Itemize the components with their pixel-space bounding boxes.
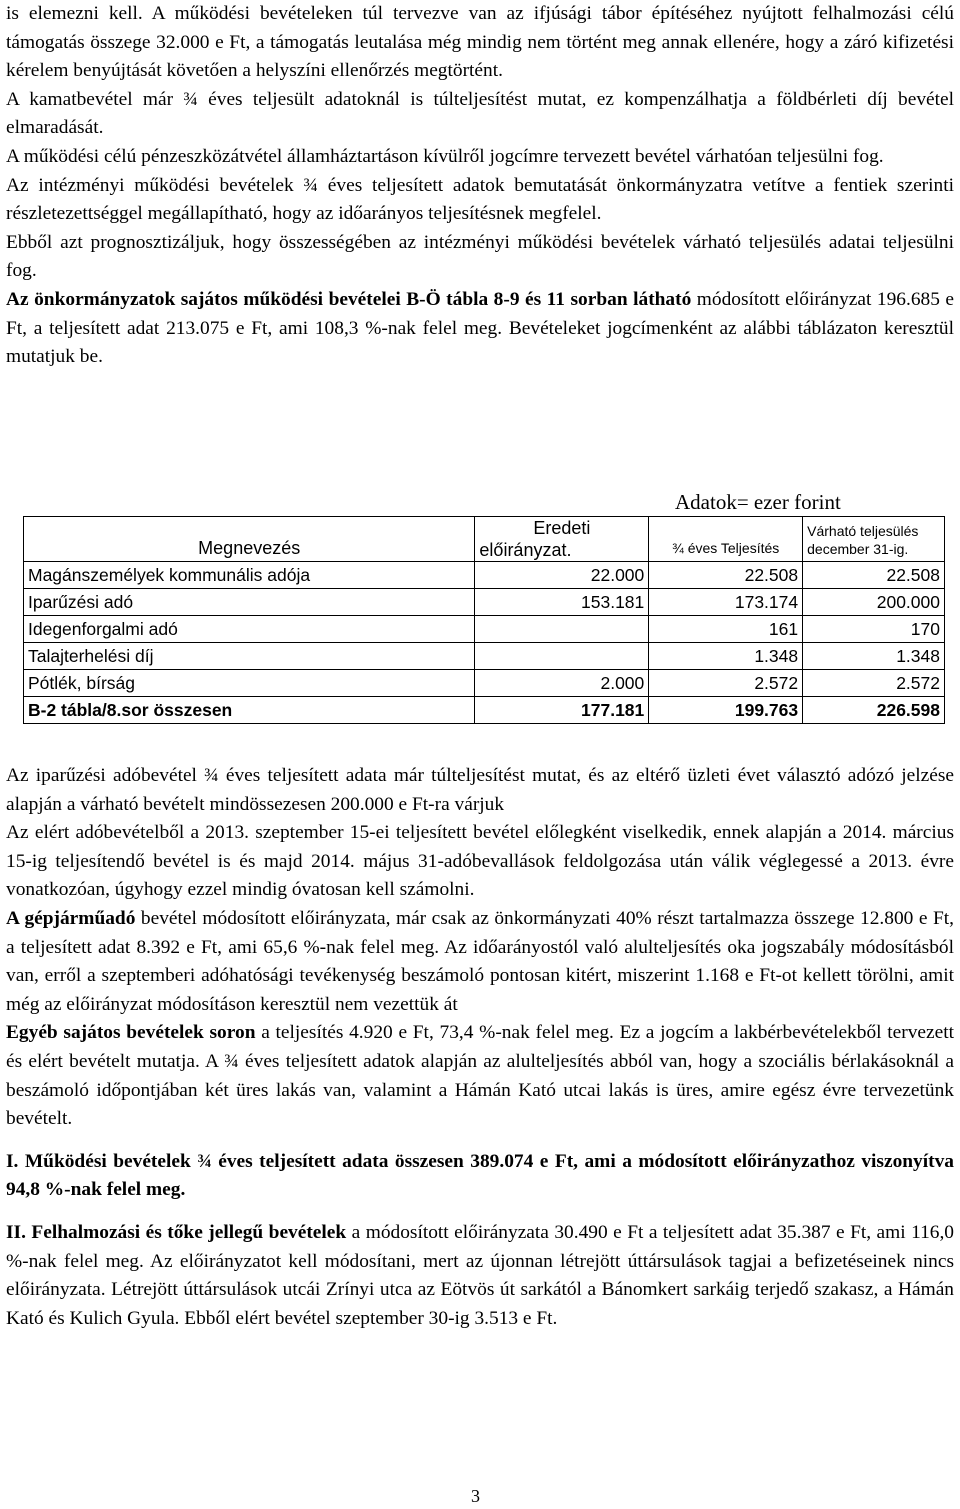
row-original: 2.000: [475, 670, 649, 697]
row-expected: 200.000: [803, 589, 945, 616]
row-original: 153.181: [475, 589, 649, 616]
revenue-table: [23, 516, 945, 724]
other-revenue-heading: Egyéb sajátos bevételek soron: [6, 1022, 256, 1044]
intro-section: [6, 0, 954, 372]
row-original: [475, 643, 649, 670]
vehicle-tax-heading: A gépjárműadó: [6, 907, 136, 929]
total-name: B-2 tábla/8.sor összesen: [24, 697, 475, 724]
municipal-revenue-text: módosított előirányzat 196.685 e Ft, a teljesített adat 213.075 e Ft, ami 108,3 %-nak felel meg. Bevételeket jogcímenként az alábbi táblázaton keresztül mutatjuk be.: [6, 288, 955, 368]
row-name: Idegenforgalmi adó: [24, 616, 475, 643]
table-row: [24, 562, 945, 589]
row-name: Pótlék, bírság: [24, 670, 475, 697]
paragraph-vehicle-tax: [6, 905, 954, 1019]
paragraph-youth-camp: is elemezni kell. A működési bevételeken túl tervezve van az ifjúsági tábor építéséhez nyújtott felhalmozási célú támogatás összege 32.000 e Ft, a támogatás leutalása még mindig nem történt meg annak ellenére, hogy a záró kifizetési kérelem benyújtását követően a helyszíni ellenőrzés megtörtént.: [6, 3, 954, 82]
table-row: [24, 643, 945, 670]
total-expected: 226.598: [803, 697, 945, 724]
paragraph-institutional-revenue: Az intézményi működési bevételek ¾ éves teljesített adatok bemutatását önkormányzatra vetítve a fentiek szerinti részletezettséggel megállapítható, hogy az időarányos teljesítésnek megfelel.: [6, 174, 954, 225]
header-original-line1: Eredeti: [533, 518, 591, 538]
row-q3: 161: [649, 616, 803, 643]
row-original: [475, 616, 649, 643]
paragraph-other-revenue: [6, 1019, 954, 1133]
paragraph-business-tax: Az iparűzési adóbevétel ¾ éves teljesített adata már túlteljesítést mutat, és az eltérő üzleti évet választó adózó jelzése alapján a várható bevételt mindössezesen 200.000 e Ft-ra várjuk: [6, 765, 954, 815]
row-expected: 1.348: [803, 643, 945, 670]
paragraph-operating-total: [6, 1148, 954, 1205]
total-q3: 199.763: [649, 697, 803, 724]
paragraph-funds-transfer: A működési célú pénzeszközátvétel államháztartáson kívülről jogcímre tervezett bevétel várhatóan teljesülni fog.: [6, 145, 884, 167]
header-original: [475, 517, 649, 562]
table-total-row: [24, 697, 945, 724]
vehicle-tax-text: bevétel módosított előirányzata, már csak az önkormányzati 40% részt tartalmazza összege 12.800 e Ft, a teljesített adat 8.392 e Ft, ami 65,6 %-nak felel meg. Az időarányostól való alulteljesítés oka jogszabály módosításból van, erről a szeptemberi adóhatósági tevékenység beszámoló pontosan kitért, miszerint 1.168 e Ft-ot kellett törölni, amit még az előirányzat módosításon keresztül nem vezettük át: [6, 907, 954, 1015]
unit-note: Adatok= ezer forint: [675, 490, 841, 514]
capital-revenue-heading: II. Felhalmozási és tőke jellegű bevételek: [6, 1221, 347, 1243]
total-original: 177.181: [475, 697, 649, 724]
row-q3: 1.348: [649, 643, 803, 670]
paragraph-tax-advance: Az elért adóbevételből a 2013. szeptember 15-ei teljesített bevétel előlegként viselkedik, ennek alapján a 2014. március 15-ig teljesítendő bevétel is és majd 2014. május 31-adóbevallások feldolgozása után válik véglegessé a 2013. évre vonatkozóan, úgyhogy ezzel mindig óvatosan kell számolni.: [6, 822, 954, 901]
row-expected: 2.572: [803, 670, 945, 697]
row-name: Iparűzési adó: [24, 589, 475, 616]
capital-revenue-text: a módosított előirányzata 30.490 e Ft a teljesített adat 35.387 e Ft, ami 116,0 %-nak felel meg. Az előirányzatot kell módosítani, mert az újonnan létrejött úttársulások tagjai a befizetéseinek nincs előirányzata. Létrejött úttársulások utcái Zrínyi utca az Eötvös út sarkától a Bánomkert sarkáig terjedő szakasz, a Hámán Kató és Kulich Gyula. Ebből elért bevétel szeptember 30-ig 3.513 e Ft.: [6, 1221, 955, 1329]
header-name: Megnevezés: [24, 517, 475, 562]
table-header-row: [24, 517, 945, 562]
header-expected-line2: december 31-ig.: [807, 541, 909, 557]
table-row: [24, 589, 945, 616]
table-row: [24, 670, 945, 697]
table-row: [24, 616, 945, 643]
row-name: Magánszemélyek kommunális adója: [24, 562, 475, 589]
page-number: 3: [471, 1486, 480, 1506]
paragraph-municipal-revenue: [6, 286, 954, 372]
row-q3: 2.572: [649, 670, 803, 697]
other-revenue-text: a teljesítés 4.920 e Ft, 73,4 %-nak felel meg. Ez a jogcím a lakbérbevételekből tervezett és elért bevételt mutatja. A ¾ éves teljesített adatok alapján az alulteljesítés abból van, hogy a szociális bérlakásoknál a beszámoló időpontjában két üres lakás van, valamint a Hámán Kató utcai lakás is üres, amire egész évre tervezetünk bevételt.: [6, 1022, 954, 1130]
header-expected-line1: Várható teljesülés: [807, 523, 919, 539]
row-name: Talajterhelési díj: [24, 643, 475, 670]
header-expected: [803, 517, 945, 562]
row-q3: 173.174: [649, 589, 803, 616]
row-original: 22.000: [475, 562, 649, 589]
row-expected: 170: [803, 616, 945, 643]
paragraph-forecast: Ebből azt prognosztizáljuk, hogy összességében az intézményi működési bevételek várható teljesülés adatai teljesülni fog.: [6, 231, 954, 282]
paragraph-capital-revenue: [6, 1219, 954, 1333]
row-q3: 22.508: [649, 562, 803, 589]
header-q3: ¾ éves Teljesítés: [649, 517, 803, 562]
municipal-revenue-heading: Az önkormányzatok sajátos működési bevételei B-Ö tábla 8-9 és 11 sorban látható: [6, 288, 692, 310]
operating-total-text: I. Működési bevételek ¾ éves teljesített adata összesen 389.074 e Ft, ami a módosított előirányzathoz viszonyítva 94,8 %-nak felel meg.: [6, 1150, 954, 1201]
header-original-line2: előirányzat.: [479, 540, 572, 560]
analysis-section: [6, 762, 954, 1333]
row-expected: 22.508: [803, 562, 945, 589]
paragraph-interest-income: A kamatbevétel már ¾ éves teljesült adatoknál is túlteljesítést mutat, ez kompenzálhatja a földbérleti díj bevétel elmaradását.: [6, 88, 954, 139]
